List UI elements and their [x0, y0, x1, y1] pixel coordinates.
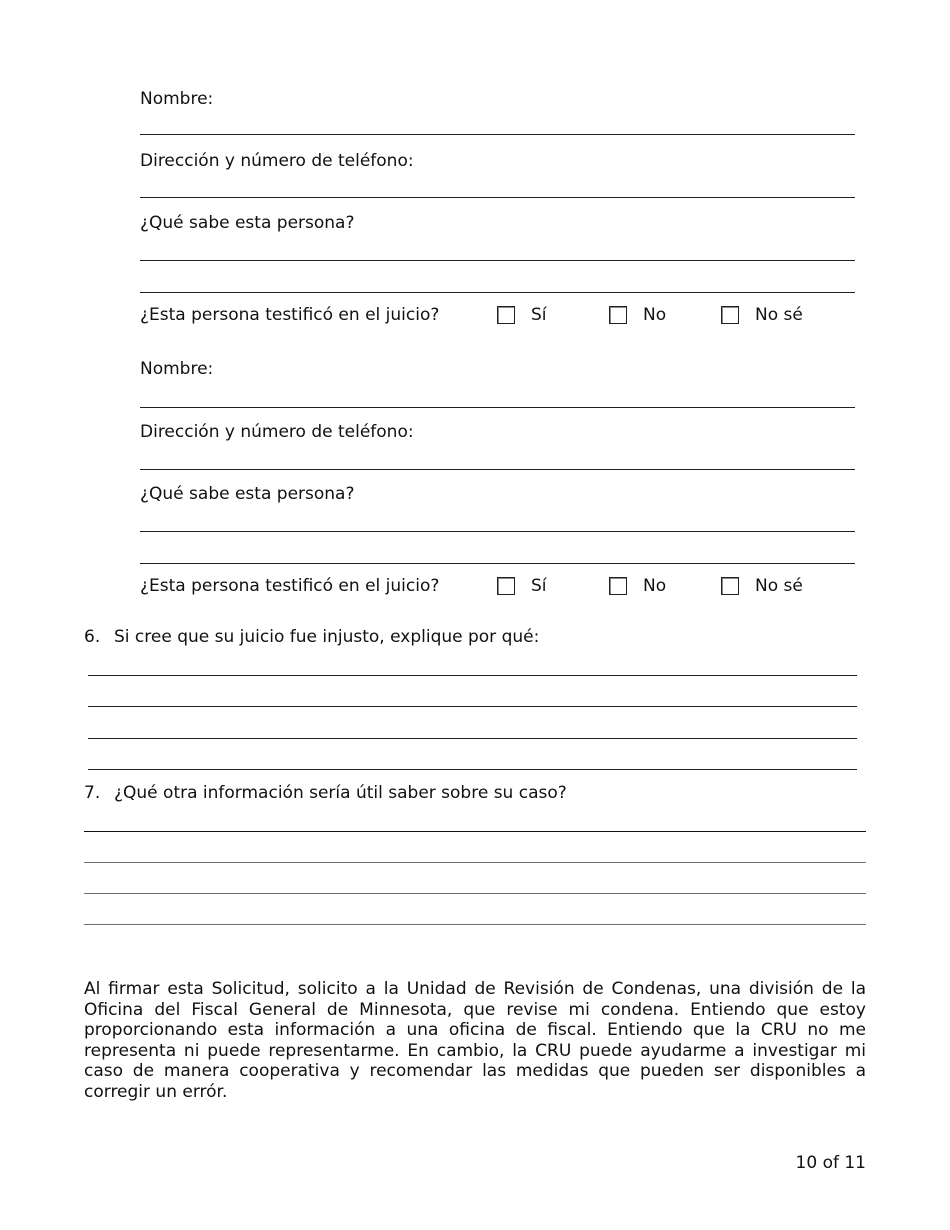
option-label: Sí: [531, 305, 547, 325]
question-number: 7.: [84, 783, 101, 803]
answer-line-3[interactable]: [84, 893, 866, 894]
name-label: Nombre:: [140, 89, 214, 109]
testified-label: ¿Esta persona testificó en el juicio?: [140, 305, 440, 325]
knowledge-label: ¿Qué sabe esta persona?: [140, 213, 355, 233]
knowledge-answer-line-1[interactable]: [140, 260, 855, 261]
answer-line-2[interactable]: [84, 862, 866, 863]
question-number: 6.: [84, 627, 101, 647]
checkbox-icon[interactable]: [609, 577, 627, 595]
answer-line-1[interactable]: [88, 675, 857, 676]
checkbox-icon[interactable]: [721, 306, 739, 324]
answer-line-4[interactable]: [84, 924, 866, 925]
address-label: Dirección y número de teléfono:: [140, 422, 414, 442]
name-label: Nombre:: [140, 359, 214, 379]
option-label: Sí: [531, 576, 547, 596]
address-answer-line[interactable]: [140, 197, 855, 198]
answer-line-3[interactable]: [88, 738, 857, 739]
answer-line-4[interactable]: [88, 769, 857, 770]
knowledge-answer-line-2[interactable]: [140, 292, 855, 293]
address-answer-line[interactable]: [140, 469, 855, 470]
question-text: Si cree que su juicio fue injusto, explique por qué:: [114, 627, 540, 647]
checkbox-icon[interactable]: [721, 577, 739, 595]
testified-label: ¿Esta persona testificó en el juicio?: [140, 576, 440, 596]
checkbox-icon[interactable]: [497, 577, 515, 595]
page-number: 10 of 11: [795, 1153, 866, 1173]
knowledge-label: ¿Qué sabe esta persona?: [140, 484, 355, 504]
checkbox-icon[interactable]: [609, 306, 627, 324]
knowledge-answer-line-2[interactable]: [140, 563, 855, 564]
option-label: No sé: [755, 576, 803, 596]
address-label: Dirección y número de teléfono:: [140, 151, 414, 171]
option-label: No: [643, 305, 667, 325]
name-answer-line[interactable]: [140, 407, 855, 408]
option-label: No: [643, 576, 667, 596]
answer-line-2[interactable]: [88, 706, 857, 707]
knowledge-answer-line-1[interactable]: [140, 531, 855, 532]
answer-line-1[interactable]: [84, 831, 866, 832]
signature-statement: Al firmar esta Solicitud, solicito a la Unidad de Revisión de Condenas, una división de la Oficina del Fiscal General de Minnesota, que revise mi condena. Entiendo que estoy proporcionando esta información a una oficina de fiscal. Entiendo que la CRU no me representa ni puede representarme. En cambio, la CRU puede ayudarme a investigar mi caso de manera cooperativa y recomendar las medidas que pueden ser disponibles a corregir un errór.: [84, 979, 866, 1102]
option-label: No sé: [755, 305, 803, 325]
question-text: ¿Qué otra información sería útil saber sobre su caso?: [114, 783, 567, 803]
name-answer-line[interactable]: [140, 134, 855, 135]
checkbox-icon[interactable]: [497, 306, 515, 324]
